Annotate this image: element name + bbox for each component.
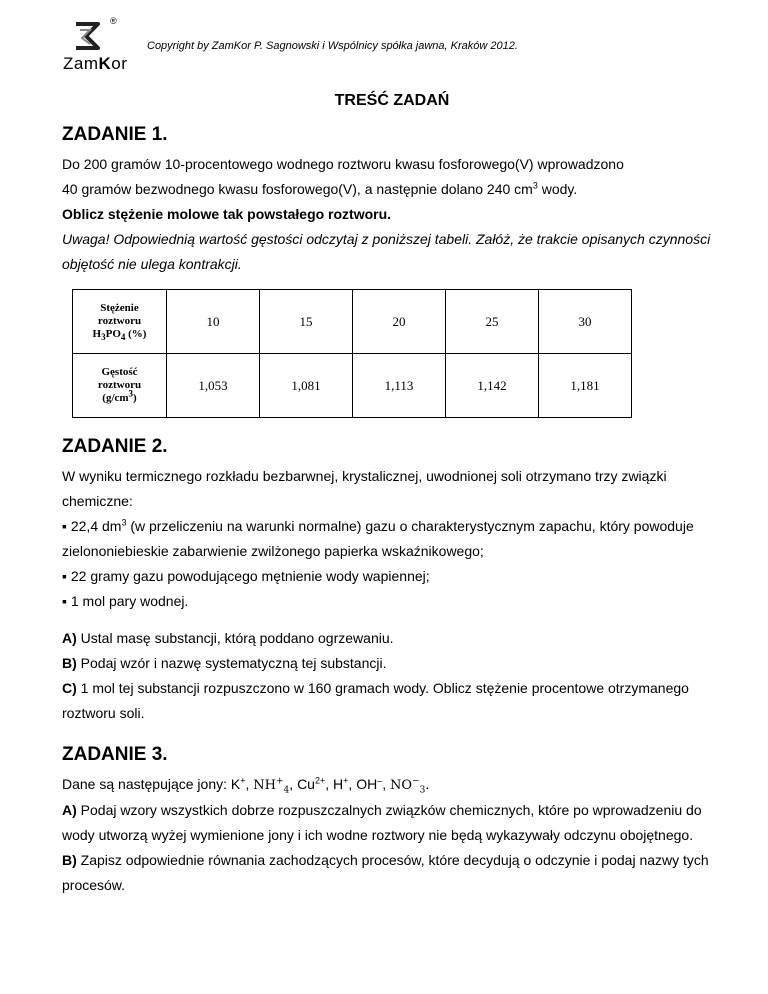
table-cell: 10: [167, 290, 260, 354]
document-body: [62, 92, 722, 898]
page-header: [60, 16, 740, 76]
task1-line2: 40 gramów bezwodnego kwasu fosforowego(V), a następnie dolano 240 $cm^3$ wody.: [62, 180, 578, 197]
table-cell: 25: [446, 290, 539, 354]
task1-heading: ZADANIE 1.: [62, 124, 168, 145]
task2-bullet3: ▪ 1 mol pary wodnej.: [62, 593, 189, 609]
copyright-notice: Copyright by ZamKor P. Sagnowski i Wspólnicy spółka jawna, Kraków 2012.: [147, 40, 518, 52]
density-table: [72, 289, 632, 418]
table-cell: 1,142: [446, 354, 539, 418]
table-cell: 20: [353, 290, 446, 354]
table-row-density: [73, 354, 632, 418]
task1-note: Uwaga! Odpowiednią wartość gęstości odczytaj z poniższej tabeli. Załóż, że trakcie opisanych czynności objętość nie ulega kontrakcji.: [62, 231, 711, 272]
logo-wordmark: ZamKor: [63, 54, 128, 73]
zamkor-logo-icon: [72, 18, 106, 52]
registered-mark: ®: [110, 16, 117, 26]
density-label: Gęstość roztworu $(g/cm^3)$: [73, 354, 167, 418]
task2-question-c: C) 1 mol tej substancji rozpuszczono w 160 gramach wody. Oblicz stężenie procentowe otrzymanego roztworu soli.: [62, 680, 689, 721]
task3-question-b: B) Zapisz odpowiednie równania zachodzących procesów, które decydują o odczynie i podaj nazwy tych procesów.: [62, 852, 709, 893]
task3-ions: Dane są następujące jony: K+, $NH^+_4$, $Cu^{2+}$, H+, OH–, $NO^-_3$.: [62, 775, 430, 796]
task1-command: Oblicz stężenie molowe tak powstałego roztworu.: [62, 206, 392, 222]
task2-question-b: B) Podaj wzór i nazwę systematyczną tej substancji.: [62, 655, 387, 671]
task2-question-a: A) Ustal masę substancji, którą poddano ogrzewaniu.: [62, 630, 394, 646]
task2-intro: W wyniku termicznego rozkładu bezbarwnej, krystalicznej, uwodnionej soli otrzymano trzy związki chemiczne:: [62, 468, 667, 509]
concentration-label: Stężenie roztworu $H_3PO_4$ (%): [73, 290, 167, 354]
task3-question-a: A) Podaj wzory wszystkich dobrze rozpuszczalnych związków chemicznych, które po wprowadzeniu do wody utworzą wyżej wymienione jony i ich wodne roztwory nie będą wykazywały odczynu obojętnego.: [62, 802, 702, 843]
task2-heading: ZADANIE 2.: [62, 436, 168, 457]
task3-heading: ZADANIE 3.: [62, 744, 168, 765]
table-cell: 1,181: [539, 354, 632, 418]
table-cell: 1,113: [353, 354, 446, 418]
table-cell: 1,053: [167, 354, 260, 418]
table-cell: 1,081: [260, 354, 353, 418]
table-row-concentration: [73, 290, 632, 354]
page-title: TREŚĆ ZADAŃ: [334, 92, 450, 109]
task1-line1: Do 200 gramów 10-procentowego wodnego roztworu kwasu fosforowego(V) wprowadzono: [62, 156, 624, 172]
task2-bullet1: ▪ 22,4 $dm^3$ (w przeliczeniu na warunki normalne) gazu o charakterystycznym zapachu, który powoduje zielononiebieskie zabarwienie zwilżonego papierka wskaźnikowego;: [62, 517, 694, 559]
table-cell: 15: [260, 290, 353, 354]
task2-bullet2: ▪ 22 gramy gazu powodującego mętnienie wody wapiennej;: [62, 568, 430, 584]
zamkor-logo: [60, 16, 132, 76]
table-cell: 30: [539, 290, 632, 354]
